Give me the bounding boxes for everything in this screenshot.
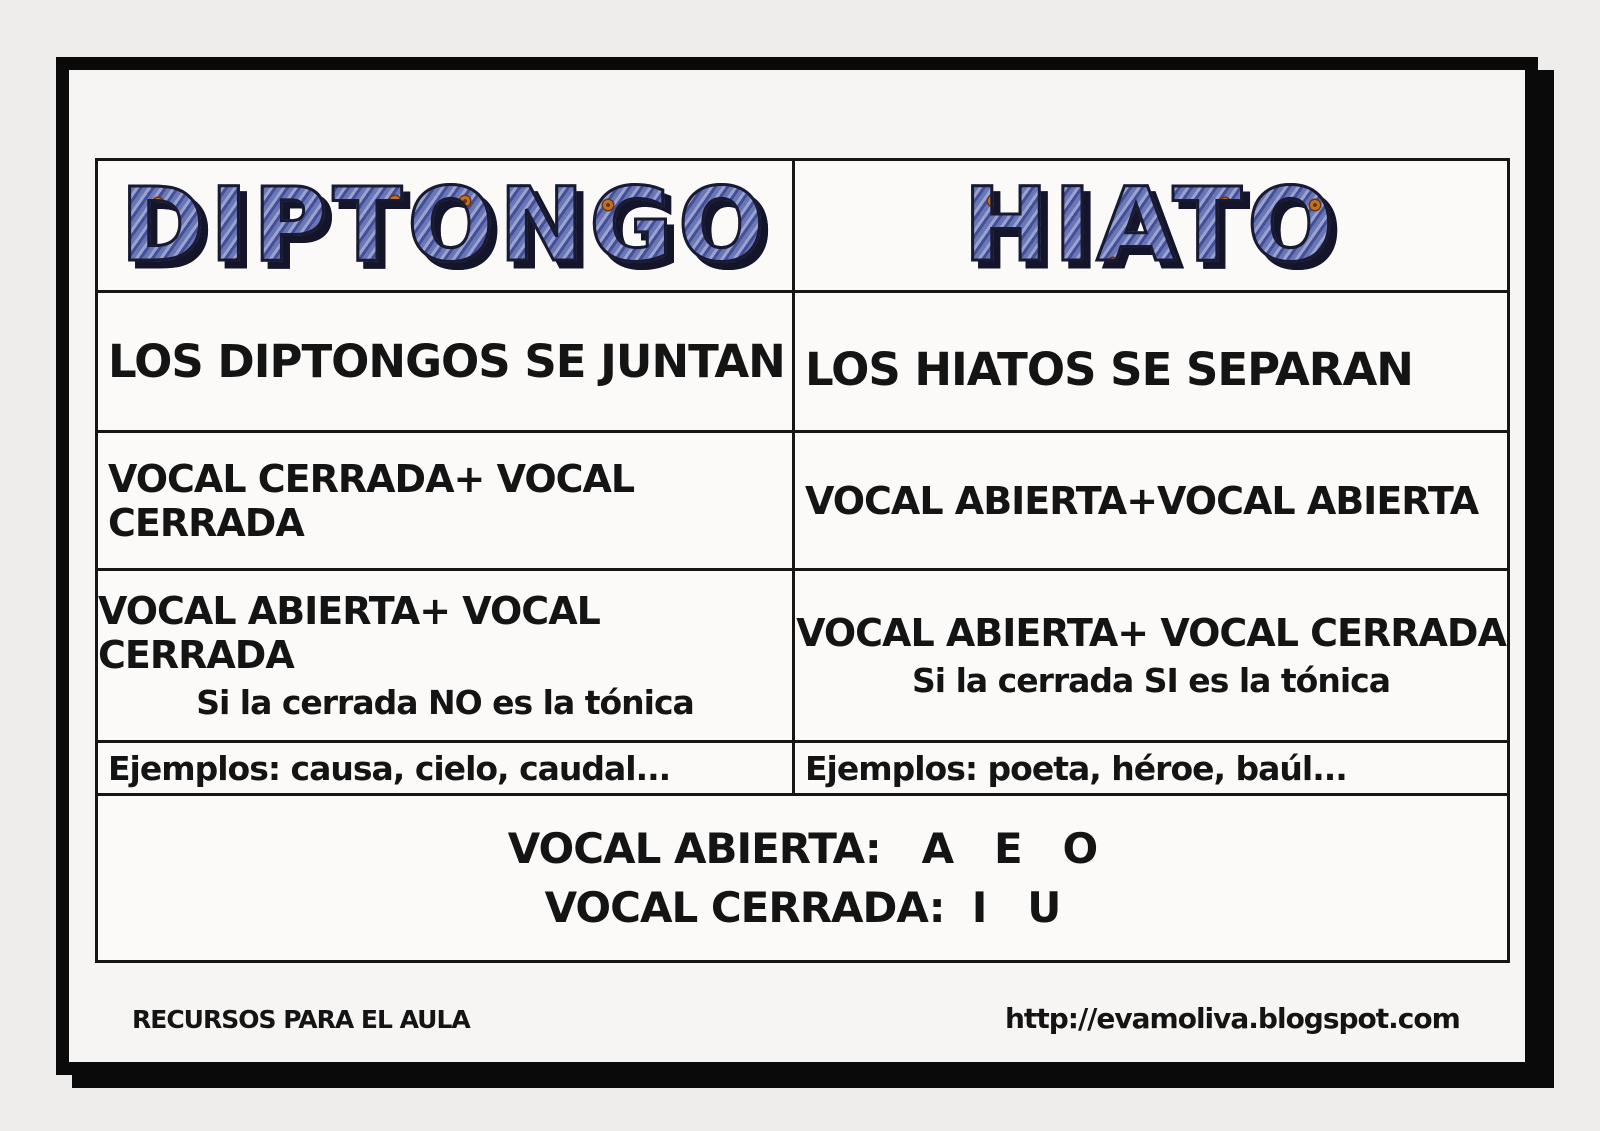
hiato-examples: Ejemplos: poeta, héroe, baúl... [805, 748, 1347, 788]
header-row [98, 161, 1507, 293]
hiato-combo1: VOCAL ABIERTA+VOCAL ABIERTA [805, 478, 1479, 523]
hiato-rule-cell [795, 293, 1507, 430]
closed-vowels-line: VOCAL CERRADA: I U [544, 883, 1061, 932]
header-cell-hiato [795, 161, 1507, 290]
vowel-legend-cell [98, 796, 1507, 960]
diptongo-hiato-table [95, 158, 1510, 963]
diptongo-combo1-cell [98, 433, 795, 568]
hiato-combo2-cell [795, 571, 1507, 740]
hiato-combo1-cell [795, 433, 1507, 568]
hiato-combo2: VOCAL ABIERTA+ VOCAL CERRADA [796, 611, 1506, 655]
diptongo-examples-cell [98, 743, 795, 793]
diptongo-examples: Ejemplos: causa, cielo, caudal... [108, 748, 671, 788]
vowel-legend-row [98, 796, 1507, 960]
diptongo-combo2-note: Si la cerrada NO es la tónica [196, 683, 694, 722]
open-vowels-line: VOCAL ABIERTA: A E O [507, 824, 1098, 873]
hiato-examples-cell [795, 743, 1507, 793]
header-cell-diptongo [98, 161, 795, 290]
combo2-row [98, 571, 1507, 743]
hiato-combo2-note: Si la cerrada SI es la tónica [912, 661, 1390, 700]
diptongo-rule-cell [98, 293, 795, 430]
hiato-title: HIATO [963, 165, 1339, 285]
credit-text: RECURSOS PARA EL AULA [132, 1005, 470, 1034]
hiato-rule: LOS HIATOS SE SEPARAN [805, 343, 1413, 396]
blog-url: http://evamoliva.blogspot.com [1005, 1002, 1460, 1035]
examples-row [98, 743, 1507, 796]
diptongo-combo1: VOCAL CERRADA+ VOCAL CERRADA [108, 456, 635, 545]
diptongo-combo2: VOCAL ABIERTA+ VOCAL CERRADA [98, 589, 600, 677]
diptongo-rule: LOS DIPTONGOS SE JUNTAN [108, 335, 785, 388]
diptongo-title: DIPTONGO [120, 165, 770, 285]
rule-row [98, 293, 1507, 433]
combo1-row [98, 433, 1507, 571]
diptongo-combo2-cell [98, 571, 795, 740]
